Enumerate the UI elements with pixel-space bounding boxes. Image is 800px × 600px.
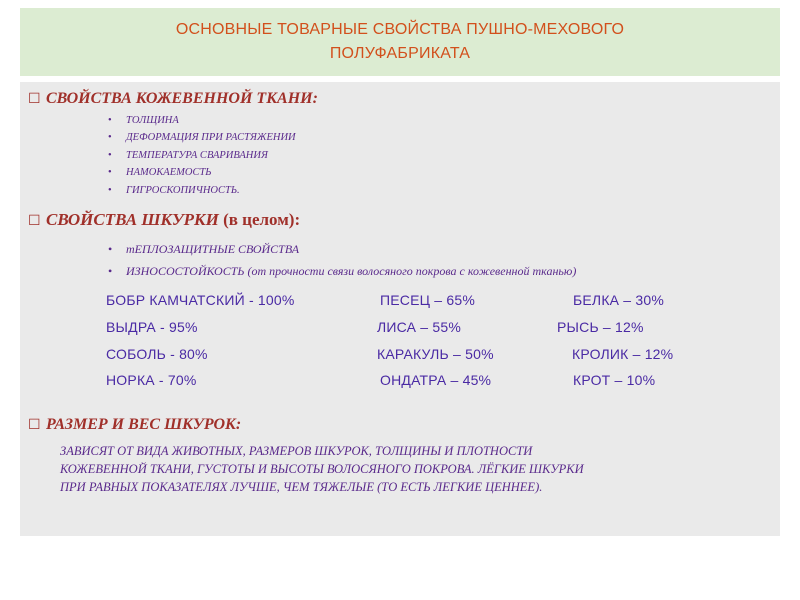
slide-title-banner	[20, 8, 780, 76]
table-cell: ПЕСЕЦ – 65%	[380, 292, 475, 308]
list-item: • НАМОКАЕМОСТЬ	[108, 164, 296, 181]
checkbox-bullet-icon: ☐	[28, 91, 41, 107]
checkbox-bullet-icon: ☐	[28, 213, 41, 229]
section-leather-heading-text: СВОЙСТВА КОЖЕВЕННОЙ ТКАНИ:	[46, 90, 318, 107]
table-cell: БОБР КАМЧАТСКИЙ - 100%	[106, 292, 295, 308]
table-row	[20, 372, 780, 394]
paragraph-line: ЗАВИСЯТ ОТ ВИДА ЖИВОТНЫХ, РАЗМЕРОВ ШКУРОК, ТОЛЩИНЫ И ПЛОТНОСТИ	[60, 444, 533, 458]
table-cell: ОНДАТРА – 45%	[380, 372, 492, 388]
slide-title-line-1: ОСНОВНЫЕ ТОВАРНЫЕ СВОЙСТВА ПУШНО-МЕХОВОГО	[175, 21, 625, 38]
section-pelt-heading	[28, 210, 300, 230]
size-weight-paragraph	[60, 442, 750, 496]
table-cell: СОБОЛЬ - 80%	[106, 346, 208, 362]
content-panel	[20, 82, 780, 536]
section-size-weight-heading-text: РАЗМЕР И ВЕС ШКУРОК:	[46, 416, 242, 433]
section-pelt-heading-rest: (в целом):	[218, 210, 301, 229]
table-cell: НОРКА - 70%	[106, 372, 197, 388]
paragraph-line: ПРИ РАВНЫХ ПОКАЗАТЕЛЯХ ЛУЧШЕ, ЧЕМ ТЯЖЕЛЫЕ (ТО ЕСТЬ ЛЕГКИЕ ЦЕННЕЕ).	[60, 480, 543, 494]
list-item: • ДЕФОРМАЦИЯ ПРИ РАСТЯЖЕНИИ	[108, 129, 296, 146]
paragraph-line: КОЖЕВЕННОЙ ТКАНИ, ГУСТОТЫ И ВЫСОТЫ ВОЛОСЯНОГО ПОКРОВА. ЛЁГКИЕ ШКУРКИ	[60, 462, 584, 476]
table-cell: ЛИСА – 55%	[377, 319, 461, 335]
leather-properties-list	[108, 112, 296, 199]
table-cell: ВЫДРА - 95%	[106, 319, 198, 335]
table-cell: КРОЛИК – 12%	[572, 346, 674, 362]
section-pelt-heading-caps: СВОЙСТВА ШКУРКИ	[46, 210, 219, 229]
pelt-properties-list	[108, 238, 576, 282]
table-cell: КРОТ – 10%	[573, 372, 656, 388]
table-cell: БЕЛКА – 30%	[573, 292, 664, 308]
section-size-weight-heading	[28, 416, 241, 434]
table-row	[20, 346, 780, 368]
slide-title-line-2: ПОЛУФАБРИКАТА	[329, 45, 471, 62]
list-item: • тЕПЛОЗАЩИТНЫЕ СВОЙСТВА	[108, 238, 576, 260]
list-item: • ИЗНОСОСТОЙКОСТЬ (от прочности связи волосяного покрова с кожевенной тканью)	[108, 260, 576, 282]
table-cell: КАРАКУЛЬ – 50%	[377, 346, 494, 362]
table-row	[20, 292, 780, 314]
table-cell: РЫСЬ – 12%	[557, 319, 644, 335]
list-item: • ТЕМПЕРАТУРА СВАРИВАНИЯ	[108, 147, 296, 164]
checkbox-bullet-icon: ☐	[28, 417, 41, 433]
list-item: • ГИГРОСКОПИЧНОСТЬ.	[108, 182, 296, 199]
list-item: • ТОЛЩИНА	[108, 112, 296, 129]
table-row	[20, 319, 780, 341]
section-leather-heading	[28, 90, 318, 108]
